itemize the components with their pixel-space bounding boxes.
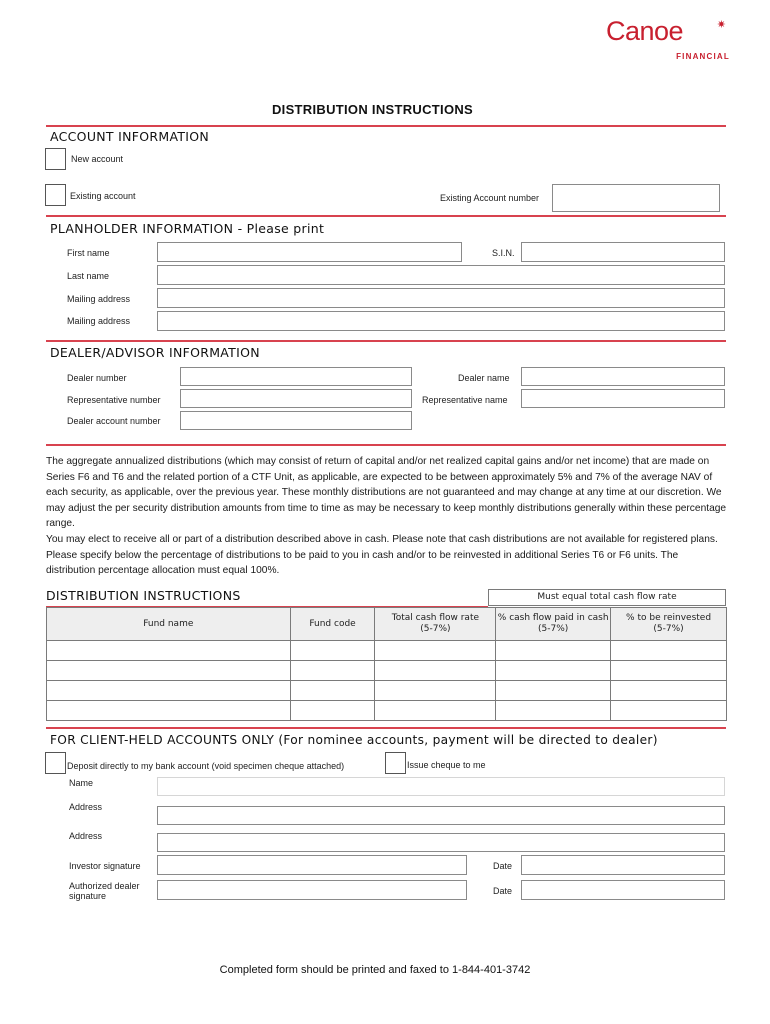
total-cash-flow-header: Total cash flow rate (5-7%) xyxy=(375,608,496,641)
dealer-number-field[interactable] xyxy=(180,367,412,386)
first-name-field[interactable] xyxy=(157,242,462,262)
fund-code-header: Fund code xyxy=(290,608,375,641)
last-name-field[interactable] xyxy=(157,265,725,285)
investor-date-field[interactable] xyxy=(521,855,725,875)
section-divider xyxy=(46,215,726,217)
client-held-heading: FOR CLIENT-HELD ACCOUNTS ONLY (For nominee accounts, payment will be directed to dealer) xyxy=(50,733,658,747)
address-label: Address xyxy=(69,802,103,812)
existing-account-number-label: Existing Account number xyxy=(440,193,540,203)
dealer-name-label: Dealer name xyxy=(458,373,510,383)
dealer-heading: DEALER/ADVISOR INFORMATION xyxy=(50,345,260,360)
reinvested-header: % to be reinvested (5-7%) xyxy=(611,608,727,641)
paid-cash-cell[interactable] xyxy=(496,681,611,701)
date-label: Date xyxy=(493,861,513,871)
name-label: Name xyxy=(69,778,94,788)
reinvested-cell[interactable] xyxy=(611,661,727,681)
section-divider xyxy=(46,444,726,446)
fund-code-cell[interactable] xyxy=(290,641,375,661)
address-field[interactable] xyxy=(157,833,725,852)
last-name-label: Last name xyxy=(67,271,110,281)
deposit-bank-label: Deposit directly to my bank account (void specimen cheque attached) xyxy=(67,761,345,771)
total-rate-cell[interactable] xyxy=(375,641,496,661)
mailing-address-label: Mailing address xyxy=(67,316,131,326)
total-rate-cell[interactable] xyxy=(375,681,496,701)
section-divider xyxy=(46,340,726,342)
fund-code-cell[interactable] xyxy=(290,701,375,721)
paid-cash-cell[interactable] xyxy=(496,641,611,661)
reinvested-cell[interactable] xyxy=(611,681,727,701)
paid-cash-cell[interactable] xyxy=(496,701,611,721)
table-row xyxy=(47,701,727,721)
distribution-disclosure-paragraph: The aggregate annualized distributions (which may consist of return of capital and/or net realized capital gains and/or net income) that are made on Series F6 and T6 and the related portion of a CTF Unit, as applicable, are expected to be between approximately 5% and 7% of the average NAV of each security, as applicable, over the previous year. These monthly distributions are not guaranteed and may change at any time at our discretion. We may adjust the per security distribution amounts from time to time as may be necessary to keep monthly distributions generally within these percentage range. xyxy=(46,456,727,529)
table-row xyxy=(47,661,727,681)
paid-cash-cell[interactable] xyxy=(496,661,611,681)
mailing-address-label: Mailing address xyxy=(67,294,131,304)
distribution-table xyxy=(46,607,727,721)
new-account-checkbox[interactable] xyxy=(45,148,66,170)
fax-instructions-footer: Completed form should be printed and faxed to 1-844-401-3742 xyxy=(219,964,531,976)
brand-logo xyxy=(606,14,732,64)
dealer-account-number-field[interactable] xyxy=(180,411,412,430)
planholder-heading: PLANHOLDER INFORMATION - Please print xyxy=(50,221,325,236)
fund-name-cell[interactable] xyxy=(47,681,291,701)
address-field[interactable] xyxy=(157,806,725,825)
issue-cheque-checkbox[interactable] xyxy=(385,752,406,774)
address-label: Address xyxy=(69,831,103,841)
representative-name-field[interactable] xyxy=(521,389,725,408)
existing-account-label: Existing account xyxy=(70,191,136,201)
new-account-label: New account xyxy=(71,154,124,164)
paid-in-cash-header: % cash flow paid in cash (5-7%) xyxy=(496,608,611,641)
reinvested-cell[interactable] xyxy=(611,701,727,721)
deposit-bank-checkbox[interactable] xyxy=(45,752,66,774)
authorized-signature-field[interactable] xyxy=(157,880,467,900)
investor-signature-field[interactable] xyxy=(157,855,467,875)
existing-account-checkbox[interactable] xyxy=(45,184,66,206)
dealer-name-field[interactable] xyxy=(521,367,725,386)
investor-signature-label: Investor signature xyxy=(69,861,141,871)
representative-number-label: Representative number xyxy=(67,395,161,405)
fund-name-cell[interactable] xyxy=(47,701,291,721)
sin-field[interactable] xyxy=(521,242,725,262)
form-title: DISTRIBUTION INSTRUCTIONS xyxy=(271,102,474,117)
fund-name-header: Fund name xyxy=(47,608,291,641)
fund-name-cell[interactable] xyxy=(47,661,291,681)
first-name-label: First name xyxy=(67,248,110,258)
sin-label: S.I.N. xyxy=(492,248,515,258)
cash-election-paragraph: You may elect to receive all or part of a distribution described above in cash. Please note that cash distributions are not available for registered plans. Please specify below the percentage of distributions to be paid to you in cash and/or to be reinvested in additional Series T6 or F6 units. The distribution percentage allocation must equal 100%. xyxy=(46,534,718,576)
must-equal-note: Must equal total cash flow rate xyxy=(488,589,726,606)
mailing-address-field[interactable] xyxy=(157,288,725,308)
section-divider xyxy=(46,727,726,729)
dealer-number-label: Dealer number xyxy=(67,373,127,383)
table-row xyxy=(47,681,727,701)
fund-name-cell[interactable] xyxy=(47,641,291,661)
maple-leaf-icon: ✷ xyxy=(716,19,726,31)
brand-subtitle: FINANCIAL xyxy=(676,52,730,61)
mailing-address-field[interactable] xyxy=(157,311,725,331)
representative-number-field[interactable] xyxy=(180,389,412,408)
account-info-heading: ACCOUNT INFORMATION xyxy=(50,129,210,144)
date-label: Date xyxy=(493,886,513,896)
section-divider xyxy=(46,125,726,127)
representative-name-label: Representative name xyxy=(422,395,508,405)
distribution-instructions-heading: DISTRIBUTION INSTRUCTIONS xyxy=(46,588,241,603)
dealer-account-number-label: Dealer account number xyxy=(67,416,161,426)
existing-account-number-field[interactable] xyxy=(552,184,720,212)
authorized-date-field[interactable] xyxy=(521,880,725,900)
name-field[interactable] xyxy=(157,777,725,796)
total-rate-cell[interactable] xyxy=(375,661,496,681)
fund-code-cell[interactable] xyxy=(290,681,375,701)
total-rate-cell[interactable] xyxy=(375,701,496,721)
issue-cheque-label: Issue cheque to me xyxy=(407,760,486,770)
brand-name: Canoe xyxy=(606,16,684,46)
reinvested-cell[interactable] xyxy=(611,641,727,661)
table-row xyxy=(47,641,727,661)
authorized-dealer-signature-label: Authorized dealer signature xyxy=(69,881,140,901)
fund-code-cell[interactable] xyxy=(290,661,375,681)
distribution-table-header xyxy=(47,608,727,641)
